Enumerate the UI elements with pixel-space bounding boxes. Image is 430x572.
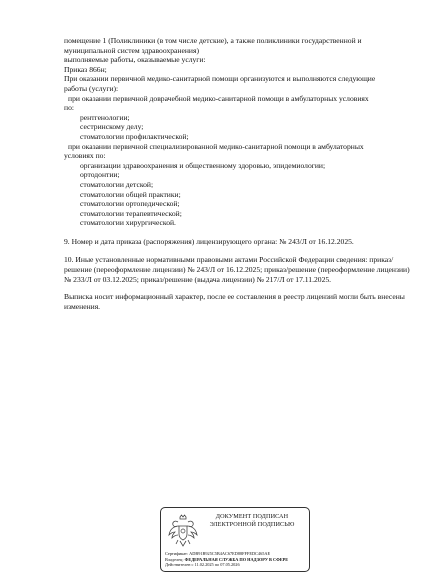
stamp-details [165, 551, 310, 568]
text-line: сестринскому делу; [80, 122, 144, 132]
text-line: стоматологии хирургической. [80, 218, 176, 228]
text-line: при оказании первичной доврачебной медико-санитарной помощи в амбулаторных условиях [68, 93, 369, 103]
text-line: муниципальной систем здравоохранения) [64, 45, 200, 55]
text-line: стоматологии терапевтической; [80, 208, 182, 218]
section-10: 10. Иные установленные нормативными правовыми актами Российской Федерации сведения: приказ/решение (переоформление лицензии) № 243/Л от 16.12.2025; приказ/решение (переоформление лицензии) № 233/Л от 03.12.2025; приказ/решение (выдача лицензии) № 217/Л от 17.11.2025. [64, 255, 410, 284]
text-line: стоматологии ортопедической; [80, 199, 180, 209]
text-line: стоматологии общей практики; [80, 189, 181, 199]
stamp-title-line-2: ЭЛЕКТРОННОЙ ПОДПИСЬЮ [209, 520, 295, 528]
disclaimer: Выписка носит информационный характер, после ее составления в реестр лицензий могли быть внесены изменения. [64, 292, 405, 311]
coat-of-arms-icon [168, 514, 198, 548]
section-9: 9. Номер и дата приказа (распоряжения) лицензирующего органа: № 243/Л от 16.12.2025. [64, 236, 354, 246]
stamp-certificate-value: ADB91B925C5B4AC67ED88FFFEDC465AE [189, 551, 271, 556]
text-line: ортодонтии; [80, 170, 120, 180]
text-line: выполняемые работы, оказываемые услуги: [64, 55, 206, 65]
text-line: условиях по: [64, 151, 106, 161]
stamp-validity: Действителен с 11.02.2025 по 07.05.2026 [165, 562, 240, 568]
stamp-owner-label: Владелец: [165, 556, 184, 562]
electronic-signature-stamp [160, 507, 310, 572]
text-line: по: [64, 103, 74, 113]
text-line: Приказ 866н; [64, 64, 107, 74]
stamp-title [199, 513, 305, 528]
text-line: работы (услуги): [64, 83, 119, 93]
text-line: при оказании первичной специализированной медико-санитарной помощи в амбулаторных [68, 141, 364, 151]
text-line: При оказании первичной медико-санитарной помощи организуются и выполняются следующие [64, 74, 376, 84]
text-line: рентгенологии; [80, 112, 130, 122]
text-line: стоматологии детской; [80, 179, 154, 189]
stamp-owner-value: ФЕДЕРАЛЬНАЯ СЛУЖБА ПО НАДЗОРУ В СФЕРЕ [184, 556, 289, 562]
text-line: помещение 1 (Поликлиники (в том числе детские), а также поликлиники государственной и [64, 36, 362, 45]
stamp-title-line-1: ДОКУМЕНТ ПОДПИСАН [215, 513, 289, 520]
text-line: организации здравоохранения и общественному здоровью, эпидемиологии; [80, 160, 326, 170]
stamp-certificate-label: Сертификат: [165, 551, 189, 556]
text-line: стоматологии профилактической; [80, 131, 189, 141]
document-body [64, 36, 410, 311]
